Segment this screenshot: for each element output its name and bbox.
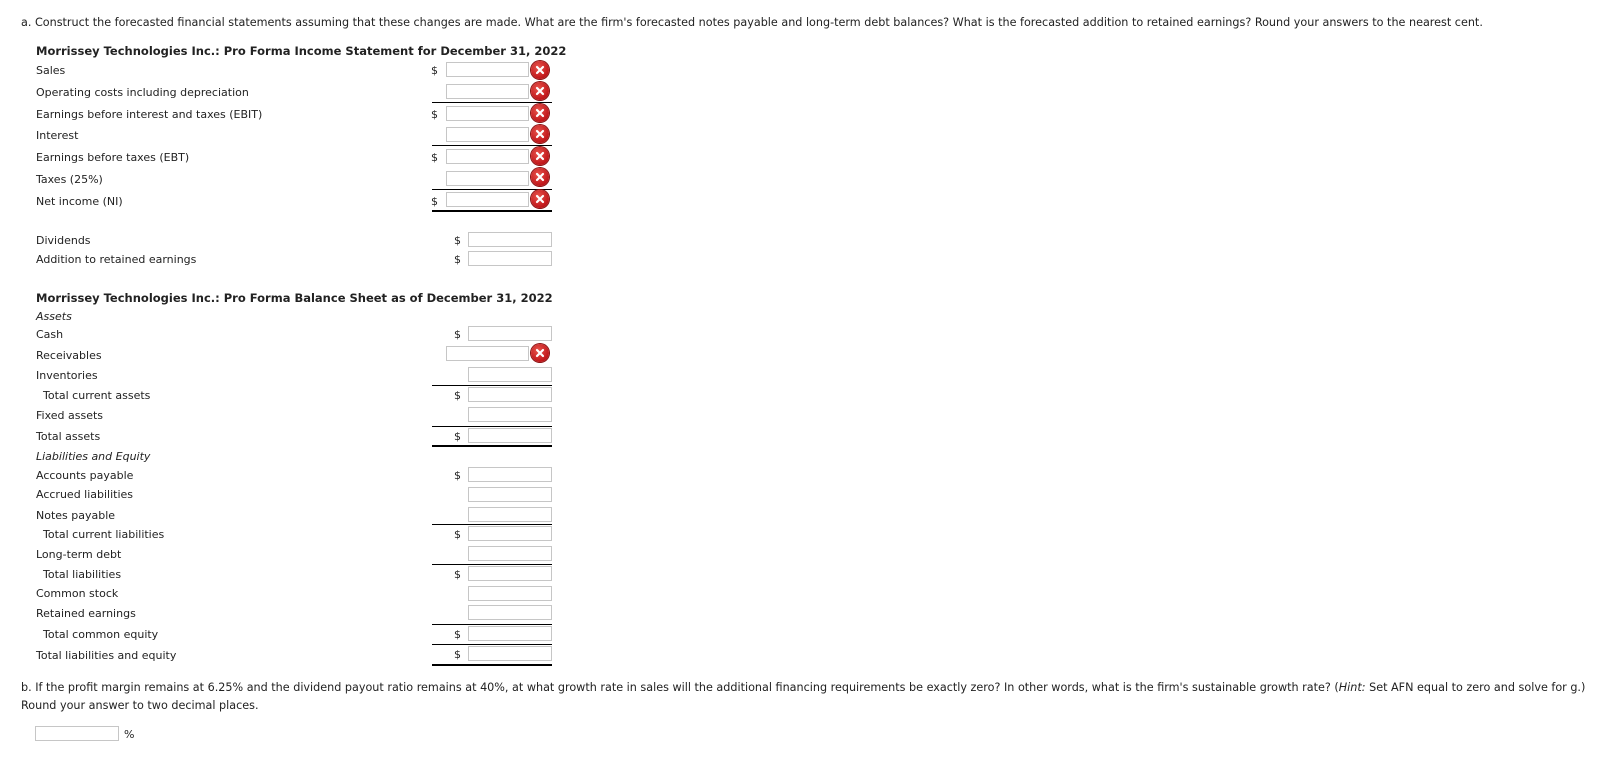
dollar-sign: $ [454,628,461,641]
label-total-current-liabilities: Total current liabilities [43,528,165,541]
sustainable-growth-rate-input[interactable] [35,726,119,741]
inventories-input[interactable] [468,367,552,382]
assets-heading: Assets [36,310,72,323]
incorrect-icon [531,190,549,208]
dollar-sign: $ [454,253,461,266]
incorrect-icon [531,61,549,79]
label-operating-costs: Operating costs including depreciation [36,86,249,99]
total-rule [432,445,552,447]
income-statement-title: Morrissey Technologies Inc.: Pro Forma Income Statement for December 31, 2022 [36,44,567,58]
question-a-text: a. Construct the forecasted financial statements assuming that these changes are made. What are the firm's forecasted notes payable and long-term debt balances? What is the forecasted addition to retained earnings? Round your answers to the nearest cent. [21,16,1483,29]
subtotal-rule [432,102,552,103]
dollar-sign: $ [454,389,461,402]
total-liabilities-equity-input[interactable] [468,646,552,661]
incorrect-icon [531,344,549,362]
operating-costs-input[interactable] [446,84,529,99]
dollar-sign: $ [431,64,438,77]
subtotal-rule [432,385,552,386]
dollar-sign: $ [454,469,461,482]
incorrect-icon [531,168,549,186]
incorrect-icon [531,104,549,122]
dollar-sign: $ [431,195,438,208]
subtotal-rule [432,564,552,565]
label-interest: Interest [36,129,79,142]
ebt-input[interactable] [446,149,529,164]
label-total-assets: Total assets [36,430,101,443]
label-total-common-equity: Total common equity [43,628,159,641]
label-total-liabilities-equity: Total liabilities and equity [36,649,177,662]
dollar-sign: $ [454,648,461,661]
subtotal-rule [432,624,552,625]
label-addition-retained-earnings: Addition to retained earnings [36,253,197,266]
subtotal-rule [432,644,552,645]
question-b-text [21,679,1591,715]
label-taxes: Taxes (25%) [36,173,103,186]
hint-label: Hint: [1338,681,1366,694]
dollar-sign: $ [454,234,461,247]
total-liabilities-input[interactable] [468,566,552,581]
percent-unit: % [124,728,135,741]
question-b-text-part2: Set AFN equal to zero and solve for g.) Round your answer to two decimal places. [21,681,1586,712]
sales-input[interactable] [446,62,529,77]
incorrect-icon [531,82,549,100]
accrued-liabilities-input[interactable] [468,487,552,502]
subtotal-rule [432,145,552,146]
dividends-input[interactable] [468,232,552,247]
accounts-payable-input[interactable] [468,467,552,482]
label-sales: Sales [36,64,66,77]
total-rule [432,210,552,212]
total-rule [432,664,552,666]
label-dividends: Dividends [36,234,91,247]
long-term-debt-input[interactable] [468,546,552,561]
label-receivables: Receivables [36,349,102,362]
liabilities-equity-heading: Liabilities and Equity [36,450,151,463]
label-fixed-assets: Fixed assets [36,409,104,422]
total-assets-input[interactable] [468,428,552,443]
dollar-sign: $ [454,528,461,541]
taxes-input[interactable] [446,171,529,186]
notes-payable-input[interactable] [468,507,552,522]
incorrect-icon [531,125,549,143]
cash-input[interactable] [468,326,552,341]
total-current-assets-input[interactable] [468,387,552,402]
receivables-input[interactable] [446,346,529,361]
label-notes-payable: Notes payable [36,509,116,522]
label-inventories: Inventories [36,369,98,382]
addition-retained-earnings-input[interactable] [468,251,552,266]
dollar-sign: $ [454,568,461,581]
question-b-text-part1: b. If the profit margin remains at 6.25% and the dividend payout ratio remains at 40%, at what growth rate in sales will the additional financing requirements be exactly zero? In other words, what is the firm's sustainable growth rate? ( [21,681,1339,694]
incorrect-icon [531,147,549,165]
net-income-input[interactable] [446,192,529,207]
label-net-income: Net income (NI) [36,195,123,208]
interest-input[interactable] [446,127,529,142]
balance-sheet-title: Morrissey Technologies Inc.: Pro Forma Balance Sheet as of December 31, 2022 [36,291,553,305]
subtotal-rule [432,524,552,525]
dollar-sign: $ [431,151,438,164]
label-retained-earnings: Retained earnings [36,607,136,620]
label-cash: Cash [36,328,64,341]
total-current-liabilities-input[interactable] [468,526,552,541]
common-stock-input[interactable] [468,586,552,601]
label-accounts-payable: Accounts payable [36,469,134,482]
ebit-input[interactable] [446,106,529,121]
label-accrued-liabilities: Accrued liabilities [36,488,134,501]
dollar-sign: $ [454,430,461,443]
dollar-sign: $ [454,328,461,341]
label-ebit: Earnings before interest and taxes (EBIT) [36,108,263,121]
label-total-liabilities: Total liabilities [43,568,122,581]
label-total-current-assets: Total current assets [43,389,151,402]
subtotal-rule [432,426,552,427]
retained-earnings-input[interactable] [468,605,552,620]
label-ebt: Earnings before taxes (EBT) [36,151,190,164]
total-common-equity-input[interactable] [468,626,552,641]
label-long-term-debt: Long-term debt [36,548,122,561]
dollar-sign: $ [431,108,438,121]
label-common-stock: Common stock [36,587,119,600]
fixed-assets-input[interactable] [468,407,552,422]
